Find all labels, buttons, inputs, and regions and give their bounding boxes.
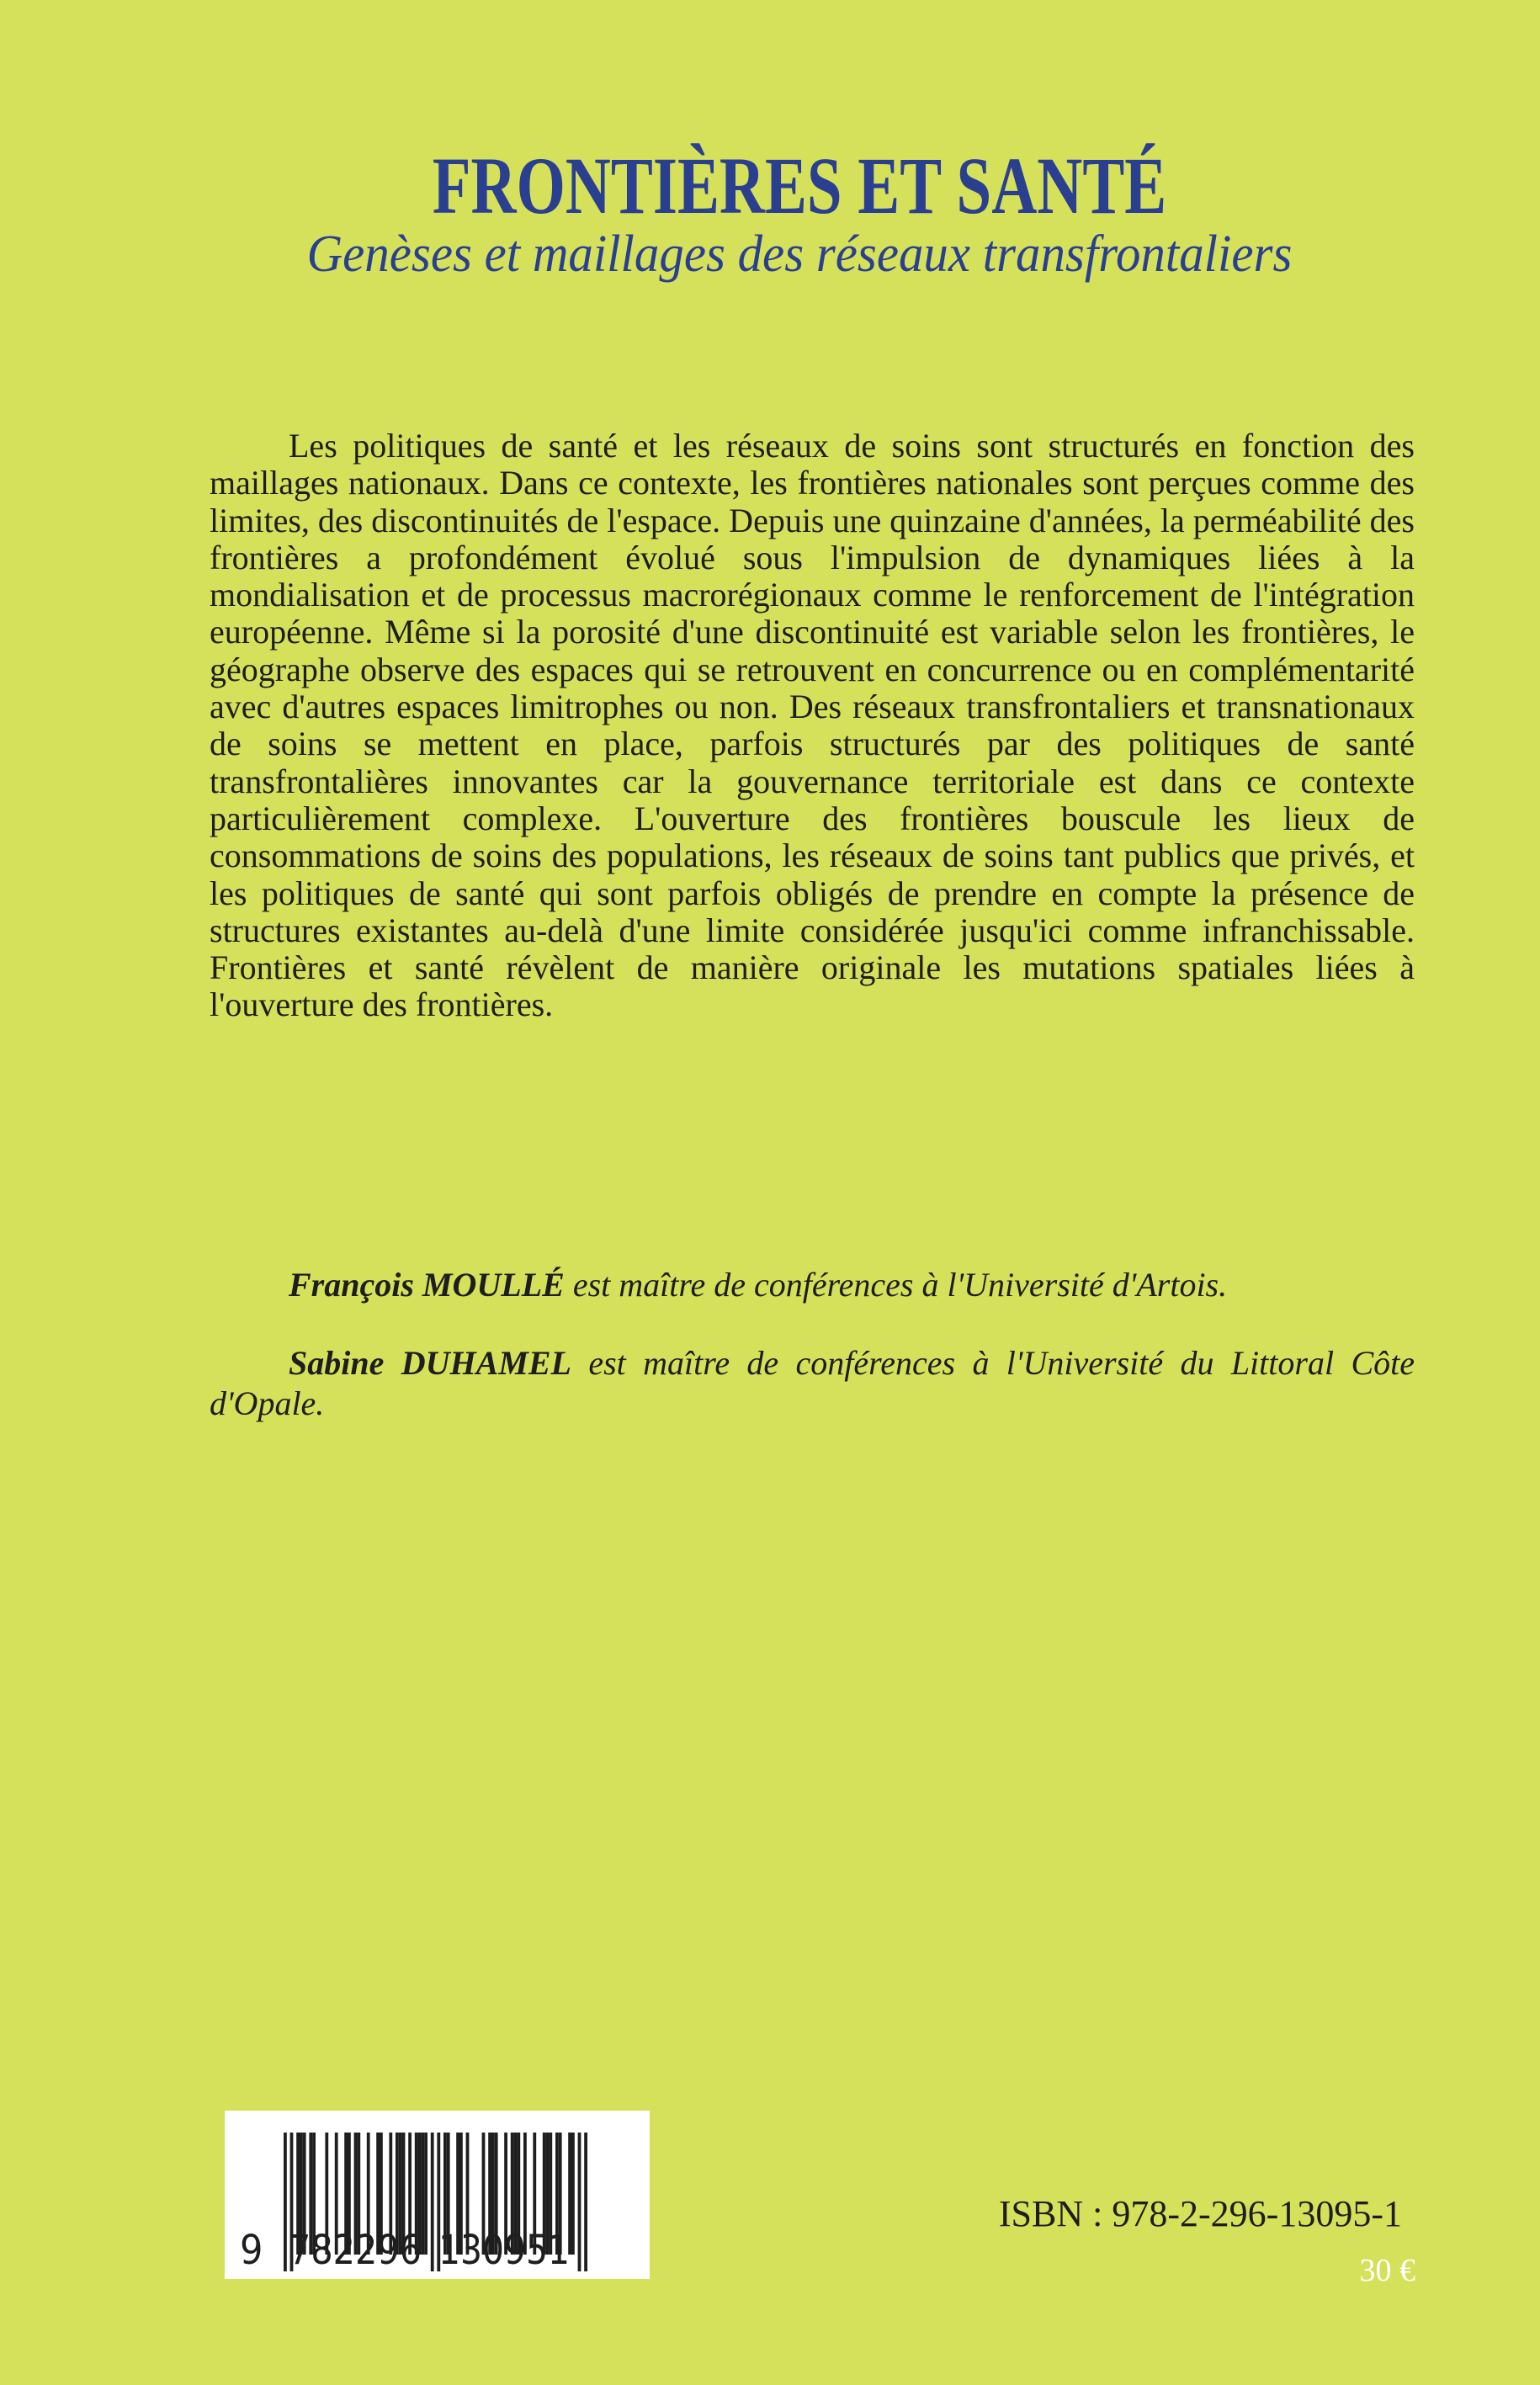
price: 30 € [1359, 2253, 1415, 2288]
author-bio-1 [210, 1265, 1415, 1305]
barcode-bar [578, 2133, 581, 2271]
barcode-bar [284, 2133, 287, 2271]
barcode-bar [571, 2133, 575, 2255]
summary-paragraph: Les politiques de santé et les réseaux de soins sont structurés en fonction des maillages nationaux. Dans ce contexte, les frontières nationales sont perçues comme des limites, des discontinuités de l'espace. Depuis une quinzaine d'années, la perméabilité des frontières a profondément évolué sous l'impulsion de dynamiques liées à la mondialisation et de processus macrorégionaux comme le renforcement de l'intégration européenne. Même si la porosité d'une discontinuité est variable selon les frontières, le géographe observe des espaces qui se retrouvent en concurrence ou en complémentarité avec d'autres espaces limitrophes ou non. Des réseaux transfrontaliers et transnationaux de soins se mettent en place, parfois structurés par des politiques de santé transfrontalières innovantes car la gouvernance territoriale est dans ce contexte particulièrement complexe. L'ouverture des frontières bouscule les lieux de consommations de soins des populations, les réseaux de soins tant publics que privés, et les politiques de santé qui sont parfois obligés de prendre en compte la présence de structures existantes au-delà d'une limite considérée jusqu'ici comme infranchissable. Frontières et santé révèlent de manière originale les mutations spatiales liées à l'ouverture des frontières. [210, 427, 1415, 1024]
barcode-first-digit: 9 [240, 2227, 263, 2274]
barcode-bar [424, 2133, 427, 2255]
book-subtitle: Genèses et maillages des réseaux transfrontaliers [306, 226, 1293, 283]
barcode-bar [584, 2133, 587, 2271]
author-name: François MOULLÉ [289, 1266, 565, 1304]
author-name: Sabine DUHAMEL [289, 1344, 571, 1382]
back-cover-summary [210, 428, 1415, 1024]
author-bio-2 [210, 1343, 1415, 1424]
book-title: FRONTIÈRES ET SANTÉ [432, 141, 1167, 231]
barcode-right-digits: 130951 [438, 2227, 570, 2274]
barcode-left-digits: 782296 [289, 2227, 422, 2274]
barcode-graphic [225, 2111, 650, 2279]
author-bio-text: est maître de conférences à l'Université d'Artois. [564, 1266, 1228, 1304]
isbn-barcode [225, 2111, 650, 2279]
isbn-number: ISBN : 978-2-296-13095-1 [998, 2193, 1402, 2234]
author-bio-text: est maître de conférences à l'Université du Littoral Côte d'Opale. [210, 1344, 1415, 1422]
barcode-bar [431, 2133, 434, 2271]
